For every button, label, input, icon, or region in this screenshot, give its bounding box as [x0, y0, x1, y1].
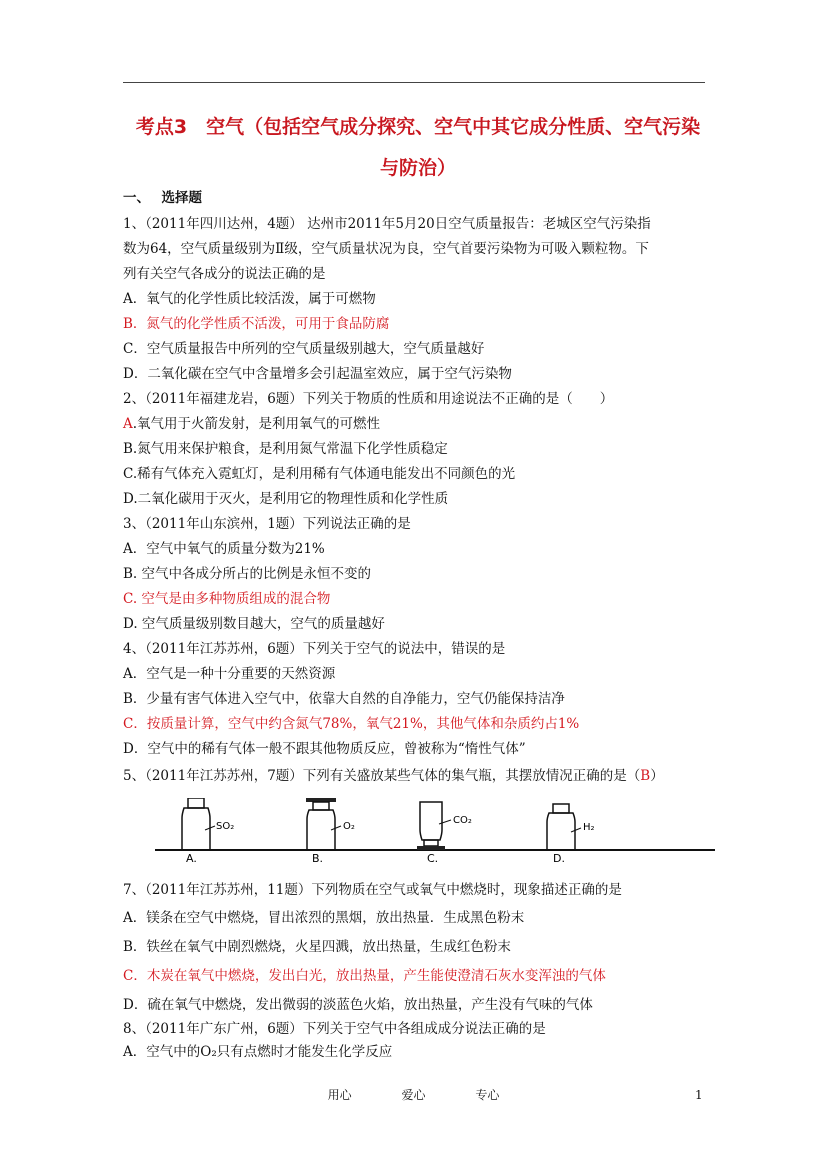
q7-option-d: D．硫在氧气中燃烧，发出微弱的淡蓝色火焰，放出热量，产生没有气味的气体: [123, 997, 593, 1013]
q1-option-c: C．空气质量报告中所列的空气质量级别越大，空气质量越好: [123, 341, 485, 357]
header-rule: [123, 82, 705, 83]
page-footer: [0, 1086, 827, 1103]
q3-stem: 3、（2011年山东滨州，1题）下列说法正确的是: [123, 516, 411, 532]
q5-close-paren: ）: [650, 768, 664, 784]
q2-stem: 2、（2011年福建龙岩，6题）下列关于物质的性质和用途说法不正确的是（ ）: [123, 391, 614, 407]
q1-option-a: A．氧气的化学性质比较活泼，属于可燃物: [123, 291, 376, 307]
bottle-d-label: D.: [553, 852, 565, 865]
section-heading: 一、 选择题: [123, 190, 202, 206]
q1-stem-line2: 数为64，空气质量级别为Ⅱ级，空气质量状况为良，空气首要污染物为可吸入颗粒物。下: [123, 241, 649, 257]
footer-text-3: 专心: [475, 1088, 500, 1102]
q5-stem: [123, 766, 723, 786]
bottle-d-gas: H₂: [583, 822, 595, 833]
page-title-line2: 与防治）: [379, 157, 456, 179]
q5-answer: B: [640, 768, 651, 784]
q4-option-b: B．少量有害气体进入空气中，依靠大自然的自净能力，空气仍能保持洁净: [123, 691, 565, 707]
bottle-a-label: A.: [186, 852, 197, 865]
page-title-line1: 考点3 空气（包括空气成分探究、空气中其它成分性质、空气污染: [135, 116, 701, 138]
q2-option-c: C.稀有气体充入霓虹灯，是利用稀有气体通电能发出不同颜色的光: [123, 466, 516, 482]
bottle-d: [547, 804, 581, 850]
q8-option-a: A．空气中的O₂只有点燃时才能发生化学反应: [123, 1044, 393, 1060]
gas-bottles-figure: [155, 798, 715, 868]
q7-option-c-answer: C．木炭在氧气中燃烧，发出白光，放出热量，产生能使澄清石灰水变浑浊的气体: [123, 968, 606, 984]
q2-option-b: B.氮气用来保护粮食，是利用氮气常温下化学性质稳定: [123, 441, 448, 457]
q5-stem-text: 5、（2011年江苏苏州，7题）下列有关盛放某些气体的集气瓶，其摆放情况正确的是（: [123, 768, 641, 784]
q8-stem: 8、（2011年广东广州，6题）下列关于空气中各组成成分说法正确的是: [123, 1021, 546, 1037]
q4-option-a: A．空气是一种十分重要的天然资源: [123, 666, 336, 682]
q1-option-b-answer: B．氮气的化学性质不活泼，可用于食品防腐: [123, 316, 390, 332]
bottle-a-gas: SO₂: [216, 821, 235, 832]
q2-option-a-letter: A: [123, 416, 133, 432]
q7-stem: 7、（2011年江苏苏州，11题）下列物质在空气或氧气中燃烧时，现象描述正确的是: [123, 882, 622, 898]
bottle-a: [182, 798, 215, 850]
q3-option-a: A．空气中氧气的质量分数为21%: [123, 541, 325, 557]
q1-option-d: D．二氧化碳在空气中含量增多会引起温室效应，属于空气污染物: [123, 366, 512, 382]
footer-text-2: 爱心: [401, 1088, 426, 1102]
q4-stem: 4、（2011年江苏苏州，6题）下列关于空气的说法中，错误的是: [123, 641, 506, 657]
bottle-b-label: B.: [312, 852, 324, 865]
q2-option-d: D.二氧化碳用于灭火，是利用它的物理性质和化学性质: [123, 491, 449, 507]
q2-option-a-text: .氧气用于火箭发射，是利用氧气的可燃性: [132, 416, 381, 432]
bottle-c-label: C.: [427, 852, 439, 865]
bottle-c: [417, 802, 451, 850]
q4-option-c-answer: C．按质量计算，空气中约含氮气78%，氧气21%，其他气体和杂质约占1%: [123, 716, 580, 732]
q1-stem-line3: 列有关空气各成分的说法正确的是: [123, 266, 326, 282]
q3-option-c-answer: C. 空气是由多种物质组成的混合物: [123, 591, 331, 607]
q7-option-a: A．镁条在空气中燃烧，冒出浓烈的黑烟，放出热量．生成黑色粉末: [123, 910, 525, 926]
bottle-b-gas: O₂: [343, 821, 355, 832]
footer-text-1: 用心: [327, 1088, 352, 1102]
page-number: 1: [695, 1088, 703, 1102]
q4-option-d: D．空气中的稀有气体一般不跟其他物质反应，曾被称为“惰性气体”: [123, 741, 526, 757]
q1-stem-line1: 1、（2011年四川达州，4题） 达州市2011年5月20日空气质量报告：老城区空气污染指: [123, 216, 651, 232]
q2-option-a: [123, 414, 723, 434]
q3-option-b: B. 空气中各成分所占的比例是永恒不变的: [123, 566, 372, 582]
q3-option-d: D. 空气质量级别数目越大，空气的质量越好: [123, 616, 385, 632]
bottle-c-gas: CO₂: [453, 815, 472, 826]
bottle-b: [306, 798, 341, 850]
q7-option-b: B．铁丝在氧气中剧烈燃烧，火星四溅，放出热量，生成红色粉末: [123, 939, 511, 955]
